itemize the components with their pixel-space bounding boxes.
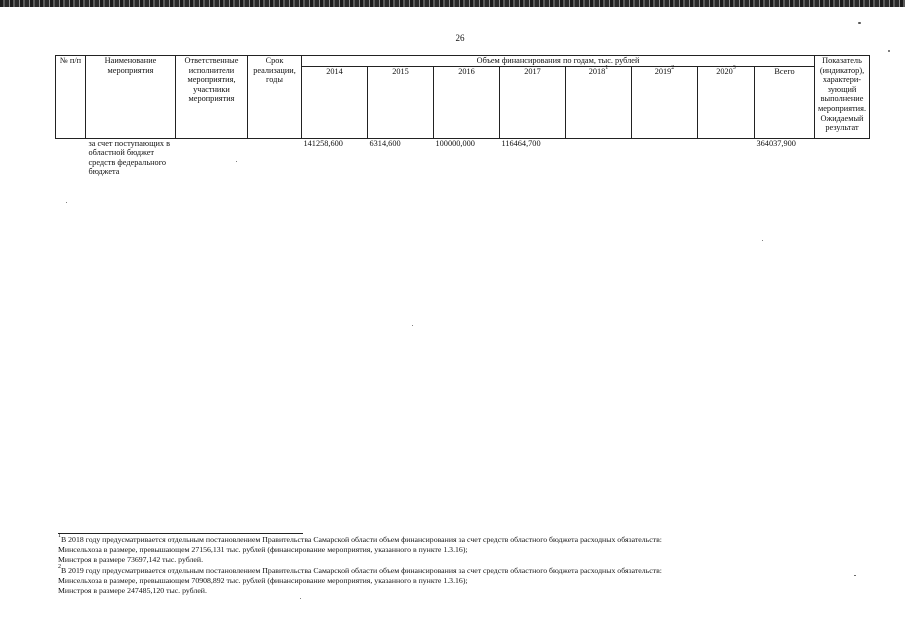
- financing-table: [55, 55, 870, 177]
- scan-speck: [854, 575, 856, 576]
- scan-speck: [762, 240, 763, 241]
- scan-speck: [236, 161, 237, 162]
- header-year: 2015: [368, 66, 434, 138]
- scan-speck: [888, 50, 890, 52]
- row-value-2016: 100000,000: [435, 138, 475, 148]
- header-financing-group: Объем финансирования по годам, тыс. рублей: [302, 56, 815, 67]
- footnote-line: $^2$В 2019 году предусматривается отдельным постановлением Правительства Самарской области объем финансирования за счет средств областного бюджета расходных обязательств:: [58, 564, 662, 575]
- footnote-line: Минсельхоза в размере, превышающем 70908,892 тыс. рублей (финансирование мероприятия, указанного в пункте 1.3.16);: [58, 575, 468, 585]
- footnote-line: Минстроя в размере 247485,120 тыс. рублей.: [58, 586, 207, 596]
- footnote-line: $^1$В 2018 году предусматривается отдельным постановлением Правительства Самарской области объем финансирования за счет средств областного бюджета расходных обязательств:: [58, 533, 662, 544]
- header-year: 2018$^1$: [566, 66, 632, 138]
- row-value-2018: [566, 138, 632, 177]
- header-year: 2016: [434, 66, 500, 138]
- scan-border: [0, 0, 905, 7]
- footnotes: [58, 535, 888, 596]
- row-total: 364037,900: [756, 138, 796, 148]
- header-num: № п/п: [56, 56, 86, 139]
- scan-speck: [66, 202, 67, 203]
- header-year: 2019$^2$: [632, 66, 698, 138]
- footnote-line: Минстроя в размере 73697,142 тыс. рублей.: [58, 555, 204, 565]
- header-total: Всего: [755, 66, 815, 138]
- header-name: Наименование мероприятия: [86, 56, 176, 139]
- row-value-2020: [698, 138, 755, 177]
- header-year: 2020$^3$: [698, 66, 755, 138]
- header-term: Срок реализации, годы: [248, 56, 302, 139]
- row-value-2015: 6314,600: [369, 138, 401, 148]
- row-name: за счет поступающих в областной бюджет средств федерального бюджета: [88, 138, 171, 177]
- scan-speck: [412, 325, 413, 326]
- row-value-2019: [632, 138, 698, 177]
- header-executors: Ответственные исполнители мероприятия, участники мероприятия: [176, 56, 248, 139]
- page-number: 26: [455, 33, 465, 43]
- row-value-2017: 116464,700: [501, 138, 541, 148]
- header-indicator: Показатель (индикатор), характери-зующий выполнение мероприятия. Ожидаемый результат: [815, 56, 870, 139]
- header-year: 2014: [302, 66, 368, 138]
- table-row: [56, 138, 870, 177]
- row-value-2014: 141258,600: [303, 138, 343, 148]
- footnote-divider: [58, 533, 303, 534]
- scan-speck: [858, 22, 861, 24]
- header-year: 2017: [500, 66, 566, 138]
- scan-speck: [300, 598, 301, 599]
- footnote-line: Минсельхоза в размере, превышающем 27156,131 тыс. рублей (финансирование мероприятия, указанного в пункте 1.3.16);: [58, 545, 468, 555]
